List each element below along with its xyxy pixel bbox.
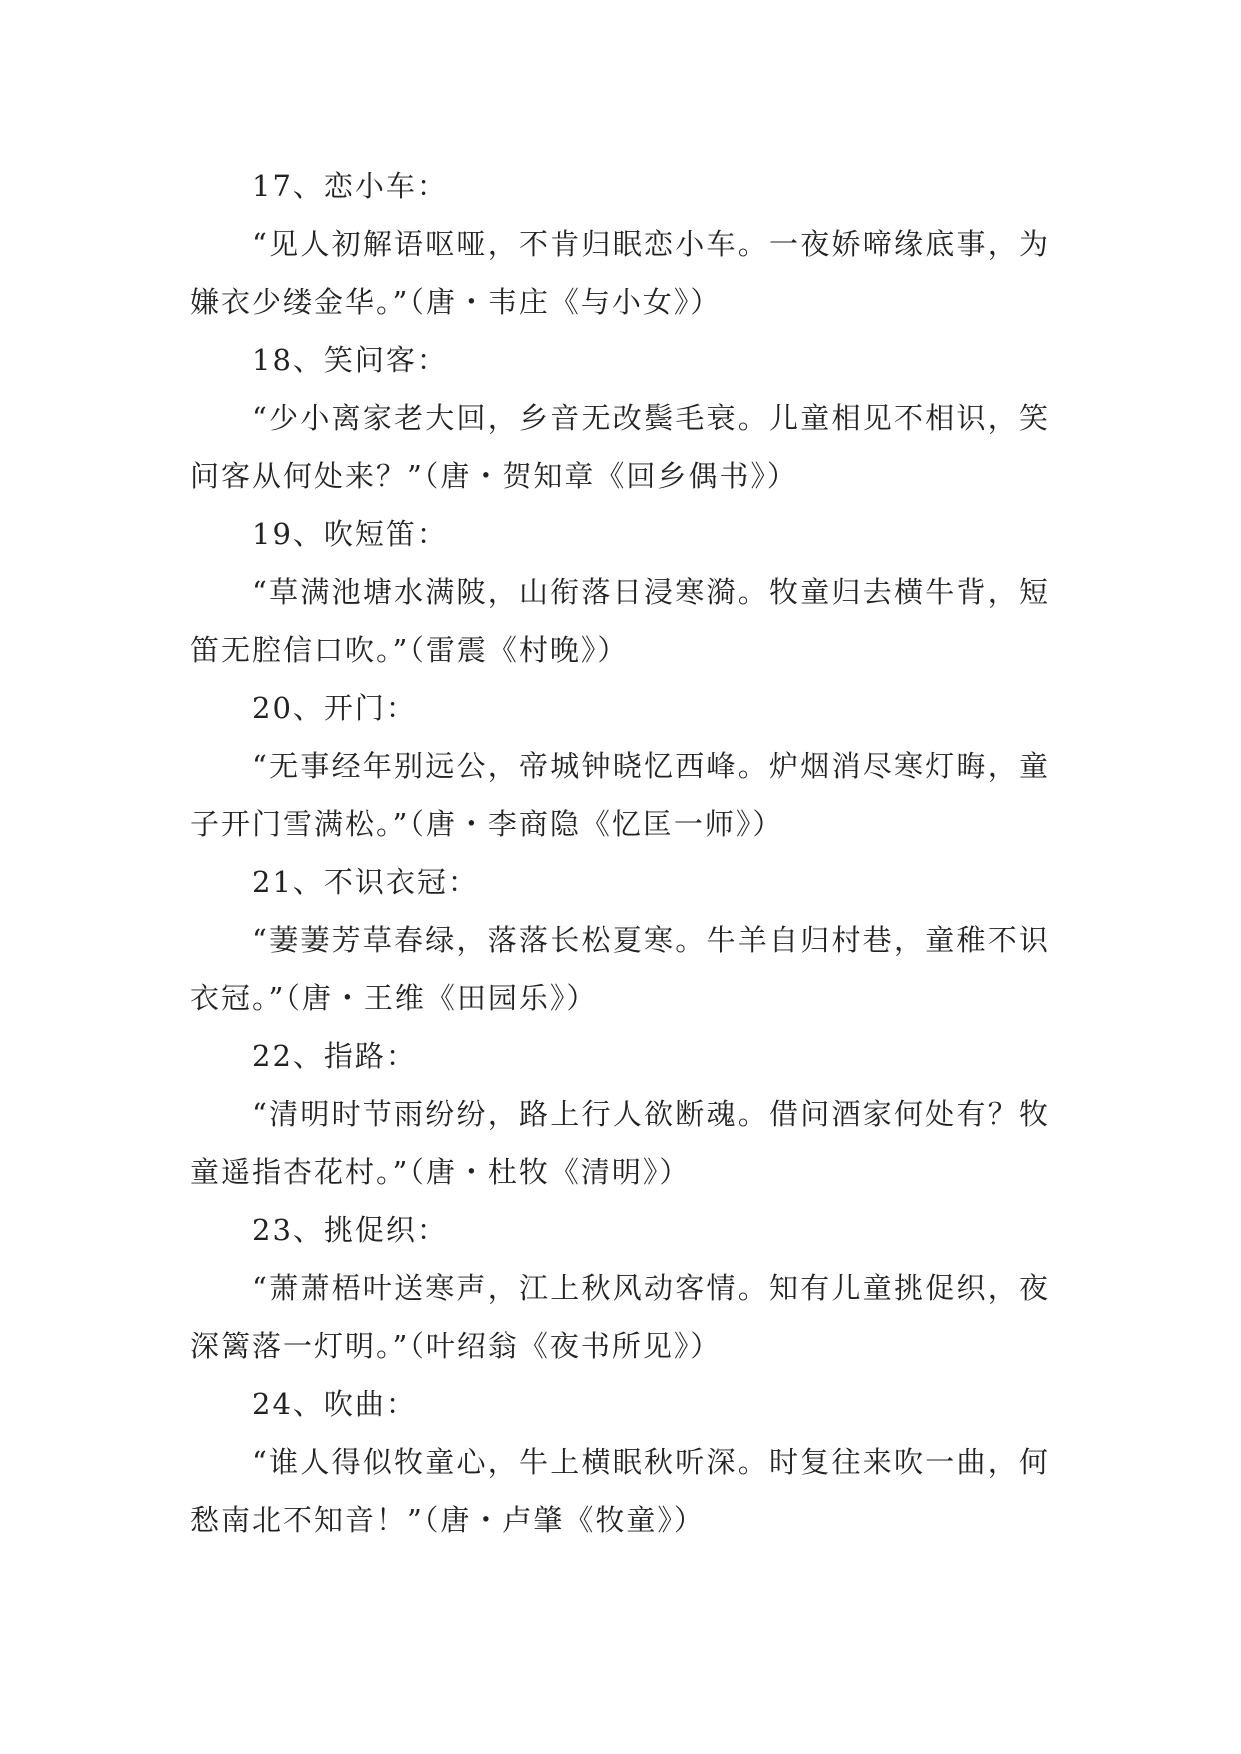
entry-heading: 24、吹曲：	[252, 1387, 417, 1421]
document-body	[190, 157, 1050, 1549]
entry-poem: “谁人得似牧童心，牛上横眠秋听深。时复往来吹一曲，何愁南北不知音！”（唐・卢肇《牧童》）	[190, 1445, 1050, 1537]
entry-poem: “萧萧梧叶送寒声，江上秋风动客情。知有儿童挑促织，夜深篱落一灯明。”（叶绍翁《夜书所见》）	[190, 1271, 1050, 1363]
entry-heading: 20、开门：	[252, 691, 417, 725]
entry-23	[190, 1201, 1050, 1375]
entry-poem: “清明时节雨纷纷，路上行人欲断魂。借问酒家何处有？牧童遥指杏花村。”（唐・杜牧《清明》）	[190, 1097, 1050, 1189]
entry-20	[190, 679, 1050, 853]
entry-poem: “萋萋芳草春绿，落落长松夏寒。牛羊自归村巷，童稚不识衣冠。”（唐・王维《田园乐》）	[190, 923, 1050, 1015]
entry-poem: “草满池塘水满陂，山衔落日浸寒漪。牧童归去横牛背，短笛无腔信口吹。”（雷震《村晚》）	[190, 575, 1050, 667]
entry-19	[190, 505, 1050, 679]
entry-18	[190, 331, 1050, 505]
entry-22	[190, 1027, 1050, 1201]
entry-heading: 23、挑促织：	[252, 1213, 448, 1247]
entry-heading: 19、吹短笛：	[252, 517, 448, 551]
entry-heading: 17、恋小车：	[252, 169, 448, 203]
entry-poem: “见人初解语呕哑，不肯归眠恋小车。一夜娇啼缘底事，为嫌衣少缕金华。”（唐・韦庄《与小女》）	[190, 227, 1050, 319]
entry-24	[190, 1375, 1050, 1549]
entry-heading: 21、不识衣冠：	[252, 865, 479, 899]
entry-poem: “无事经年别远公，帝城钟晓忆西峰。炉烟消尽寒灯晦，童子开门雪满松。”（唐・李商隐《忆匡一师》）	[190, 749, 1050, 841]
entry-heading: 22、指路：	[252, 1039, 417, 1073]
entry-poem: “少小离家老大回，乡音无改鬓毛衰。儿童相见不相识，笑问客从何处来？”（唐・贺知章《回乡偶书》）	[190, 401, 1050, 493]
entry-17	[190, 157, 1050, 331]
entry-heading: 18、笑问客：	[252, 343, 448, 377]
entry-21	[190, 853, 1050, 1027]
